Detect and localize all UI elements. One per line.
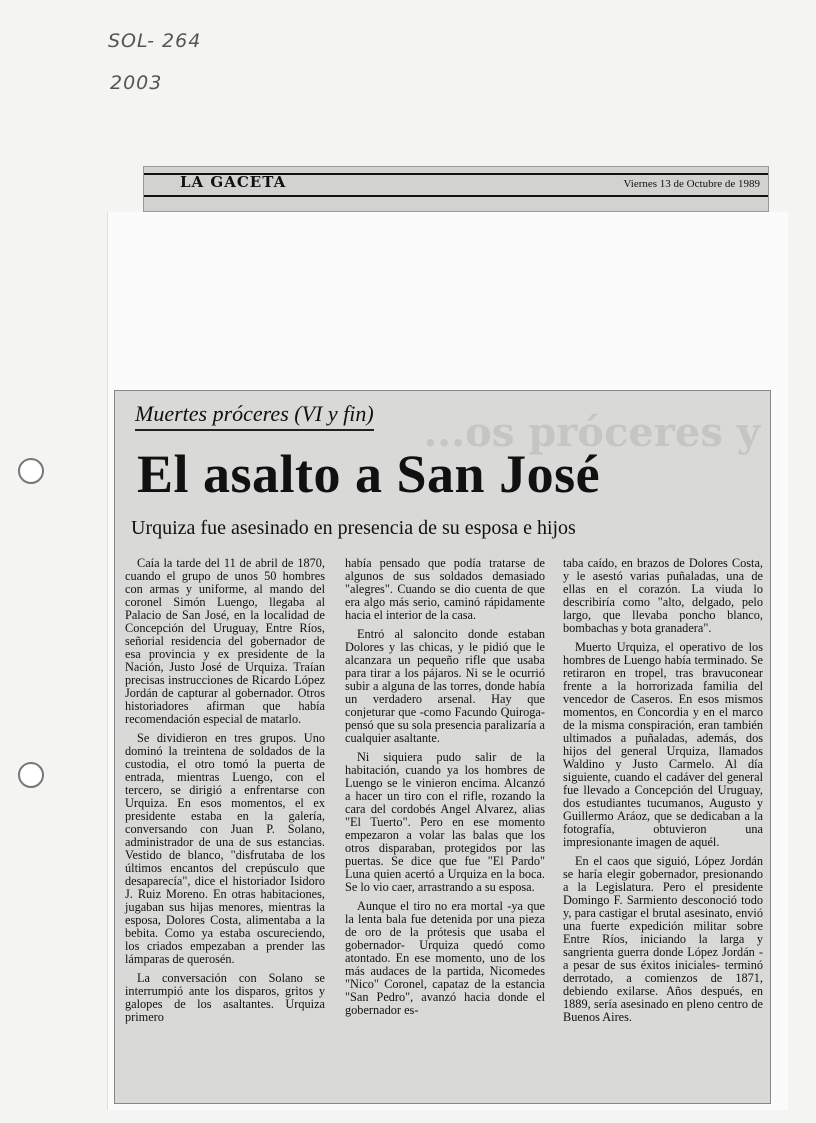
newspaper-masthead — [143, 166, 769, 212]
article-headline: El asalto a San José — [137, 444, 601, 504]
article-subhead: Urquiza fue asesinado en presencia de su esposa e hijos — [131, 517, 576, 539]
paragraph: Ni siquiera pudo salir de la habitación, cuando ya los hombres de Luengo se le vinieron encima. Alcanzó a hacer un tiro con el rifle, rozando la cara del cordobés Angel Alvarez, alias "El Tuerto". Pero en ese momento empezaron a volar las balas que los otros disparaban, protegidos por las puertas. Se dice que fue "El Pardo" Luna quien acertó a Urquiza en la boca. Se lo vio caer, arrastrando a su esposa. — [345, 750, 545, 894]
bleed-through-text: ...os próceres y — [423, 409, 760, 456]
paragraph: Muerto Urquiza, el operativo de los hombres de Luengo había terminado. Se retiraron en tropel, tras bravuconear frente a la horrorizada familia del vencedor de Caseros. En esos mismos momentos, en Concordia y en el marco de la misma conspiración, eran también ultimados a puñaladas, además, dos hijos del general Urquiza, llamados Waldino y Justo Carmelo. Al día siguiente, cuando el cadáver del general fue llevado a Concepción del Uruguay, dos estudiantes tucumanos, Augusto y Guillermo Aráoz, que se dedicaban a la fotografía, obtuvieron una impresionante imagen de aquél. — [563, 640, 763, 849]
article-clipping — [114, 390, 771, 1104]
column-2 — [345, 557, 545, 1023]
paragraph: Aunque el tiro no era mortal -ya que la lenta bala fue detenida por una pieza de oro de la prótesis que usaba el gobernador- Urquiza quedó como atontado. En ese momento, uno de los más audaces de la partida, Nicomedes "Nico" Coronel, capataz de la estancia "San Pedro", avanzó hacia donde el gobernador es- — [345, 899, 545, 1017]
punch-hole-top — [18, 458, 44, 484]
masthead-rule — [144, 195, 768, 197]
paragraph: Entró al saloncito donde estaban Dolores y las chicas, y le pidió que le alcanzara un pequeño rifle que usaba para tirar a los pájaros. Ni se le ocurrió subir a alguna de las torres, donde había un verdadero arsenal. Hay que conjeturar que -como Facundo Quiroga- pensó que su sola presencia paralizaría a cualquier asaltante. — [345, 627, 545, 745]
punch-hole-bottom — [18, 762, 44, 788]
newspaper-name: LA GACETA — [180, 173, 287, 191]
issue-date: Viernes 13 de Octubre de 1989 — [623, 178, 760, 190]
paragraph: había pensado que podía tratarse de algunos de sus soldados demasiado "alegres". Cuando se dio cuenta de que era algo más serio, caminó rápidamente hacia el interior de la casa. — [345, 556, 545, 622]
column-3 — [563, 557, 763, 1030]
paragraph: Caía la tarde del 11 de abril de 1870, cuando el grupo de unos 50 hombres con armas y uniforme, al mando del coronel Simón Luengo, llegaba al Palacio de San José, en la localidad de Concepción del Uruguay, Entre Ríos, señorial residencia del gobernador de esa provincia y ex presidente de la Nación, Justo José de Urquiza. Traían precisas instrucciones de Ricardo López Jordán de capturar al gobernador. Otros historiadores afirman que había recomendación especial de matarlo. — [125, 556, 325, 726]
paragraph: Se dividieron en tres grupos. Uno dominó la treintena de soldados de la custodia, el otro tomó la puerta de entrada, mientras Luengo, con el tercero, se dirigió a enfrentarse con Urquiza. En esos momentos, el ex presidente estaba en la galería, conversando con Juan P. Solano, administrador de una de sus estancias. Vestido de blanco, "disfrutaba de los últimos encantos del crepúsculo que desaparecía", dice el historiador Isidoro J. Ruiz Moreno. En otras habitaciones, jugaban sus hijas menores, mientras la esposa, Dolores Costa, alimentaba a la bebita. Como ya estaba oscureciendo, los criados empezaban a prender las lámparas de querosén. — [125, 731, 325, 966]
article-kicker: Muertes próceres (VI y fin) — [135, 401, 374, 431]
handwritten-code: SOL- 264 — [108, 30, 202, 52]
paragraph: taba caído, en brazos de Dolores Costa, y le asestó varias puñaladas, una de ellas en el corazón. La viuda lo describiría como "alto, delgado, pelo largo, que llevaba poncho blanco, bombachas y bota granadera". — [563, 556, 763, 635]
article-body — [125, 557, 765, 1097]
paragraph: La conversación con Solano se interrumpió ante los disparos, gritos y galopes de los asaltantes. Urquiza primero — [125, 971, 325, 1024]
paragraph: En el caos que siguió, López Jordán se haría elegir gobernador, presionando a la Legislatura. Pero el presidente Domingo F. Sarmiento desconoció todo y, para castigar el brutal asesinato, envió una fuerte expedición militar sobre Entre Ríos, iniciando la larga y sangrienta guerra donde López Jordán -a pesar de sus éxitos iniciales- terminó derrotado, a comienzos de 1871, debiendo exilarse. Años después, en 1889, sería asesinado en pleno centro de Buenos Aires. — [563, 854, 763, 1024]
handwritten-year: 2003 — [110, 72, 163, 94]
column-1 — [125, 557, 325, 1030]
